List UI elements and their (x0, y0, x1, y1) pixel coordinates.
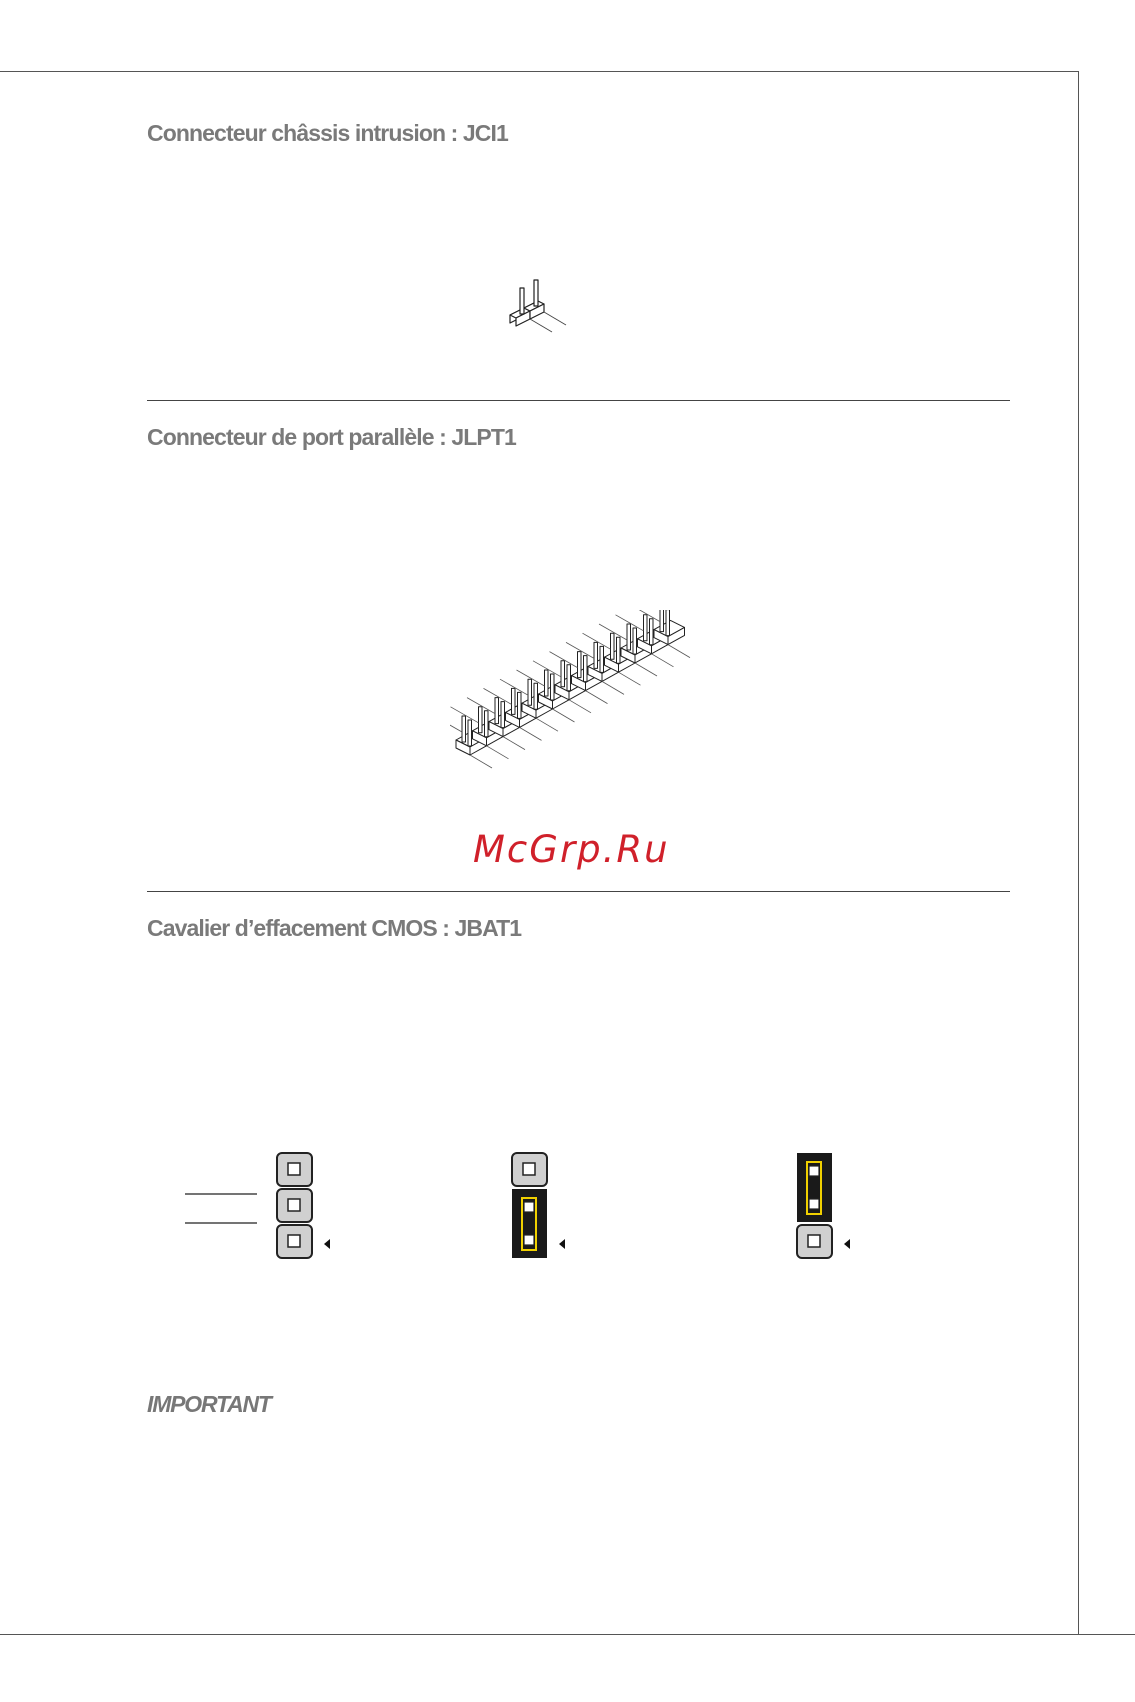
watermark-text: McGrp.Ru (473, 828, 670, 871)
pin-leader-line (536, 718, 558, 731)
page-frame-right (1078, 71, 1079, 1634)
pin-leader-line (520, 727, 542, 740)
pin-leader-line (450, 716, 462, 732)
pin1-marker-icon (559, 1239, 565, 1249)
jlpt1-connector-diagram (450, 610, 750, 800)
important-heading: IMPORTANT (147, 1391, 271, 1417)
jbat1-clear-data-diagram (790, 1150, 870, 1270)
pin1-marker-icon (324, 1239, 330, 1249)
pin-leader-line (668, 645, 690, 658)
pin-leader-line (652, 654, 674, 667)
jumper-cap (512, 1189, 547, 1258)
jumper-cap (797, 1153, 832, 1222)
pin-leader-line (553, 709, 575, 722)
pin-leader-line (470, 755, 492, 768)
section-divider (147, 891, 1010, 892)
page-frame-bottom (0, 1634, 1135, 1635)
jumper-pin (797, 1225, 832, 1258)
section-title-chassis-intrusion: Connecteur châssis intrusion : JCI1 (147, 120, 508, 146)
pin-leader-line (569, 700, 591, 713)
section-divider (147, 400, 1010, 401)
jumper-pin (277, 1225, 312, 1258)
section-title-parallel-port: Connecteur de port parallèle : JLPT1 (147, 424, 516, 450)
jumper-pin (277, 1153, 312, 1186)
jumper-pin (277, 1189, 312, 1222)
jbat1-keep-data-diagram (505, 1150, 585, 1270)
page-frame-top (0, 71, 1079, 72)
section-title-cmos-clear: Cavalier d’effacement CMOS : JBAT1 (147, 915, 522, 941)
jbat1-pin-diagram (180, 1150, 360, 1270)
pin-leader-line (635, 663, 657, 676)
header-pin-pair (654, 610, 685, 645)
pin-leader-line (586, 691, 608, 704)
jumper-pin (512, 1153, 547, 1186)
jci1-connector-diagram (500, 270, 580, 345)
pin-leader-line (602, 681, 624, 694)
pin1-marker-icon (844, 1239, 850, 1249)
pin-leader-line (619, 672, 641, 685)
pin-leader-line (503, 737, 525, 750)
pin-leader-line (487, 746, 509, 759)
